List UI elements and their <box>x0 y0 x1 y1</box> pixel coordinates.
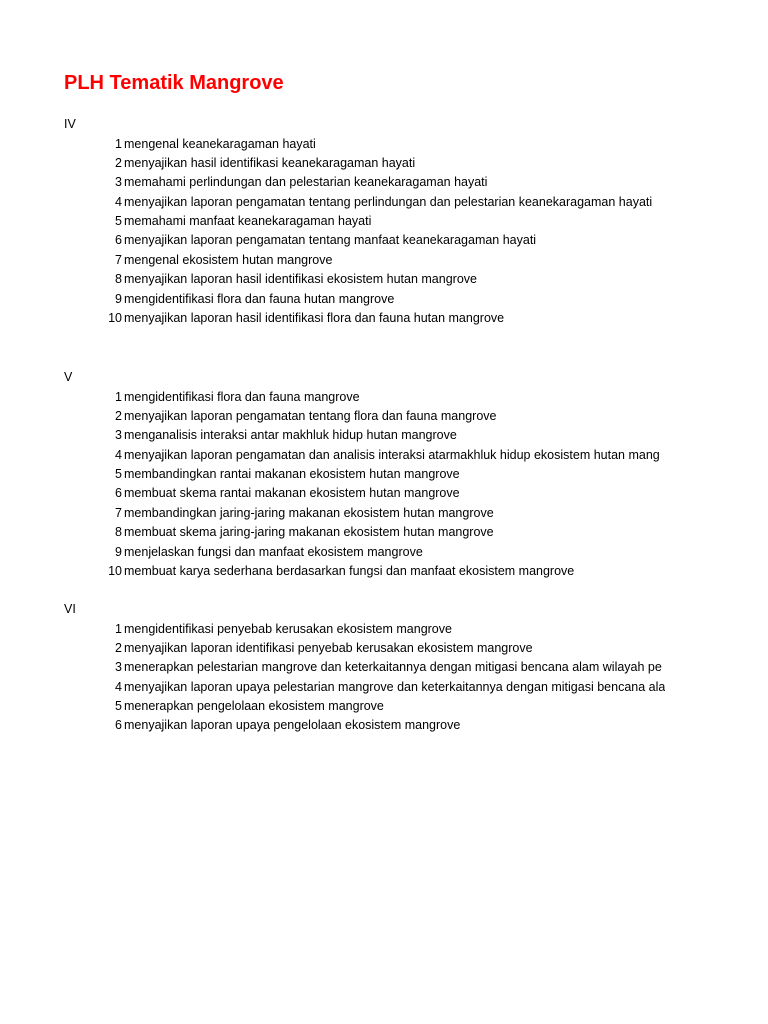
list-item <box>64 193 668 212</box>
item-number: 10 <box>108 311 122 326</box>
list-item <box>64 290 668 309</box>
item-text: menyajikan laporan pengamatan tentang manfaat keanekaragaman hayati <box>124 233 537 248</box>
item-number: 7 <box>115 252 122 267</box>
list-item <box>64 562 668 581</box>
list-item <box>64 270 668 289</box>
item-number: 5 <box>115 214 122 229</box>
item-text: mengidentifikasi flora dan fauna hutan mangrove <box>124 291 395 306</box>
item-text: menyajikan laporan pengamatan dan analisis interaksi atarmakhluk hidup ekosistem hutan mang <box>124 447 660 462</box>
item-text: memahami perlindungan dan pelestarian keanekaragaman hayati <box>124 175 488 190</box>
list-item <box>64 639 668 658</box>
item-number: 3 <box>115 175 122 190</box>
section-iv <box>64 115 668 328</box>
item-number: 1 <box>115 136 122 151</box>
item-number: 8 <box>115 525 122 540</box>
list-item <box>64 465 668 484</box>
list-item <box>64 658 668 677</box>
item-number: 1 <box>115 389 122 404</box>
item-text: membandingkan rantai makanan ekosistem hutan mangrove <box>124 467 460 482</box>
section-label: V <box>64 370 73 384</box>
list-item <box>64 426 668 445</box>
section-v <box>64 368 668 581</box>
list-item <box>64 309 668 328</box>
item-text: menganalisis interaksi antar makhluk hidup hutan mangrove <box>124 428 457 443</box>
item-text: membuat skema rantai makanan ekosistem hutan mangrove <box>124 486 460 501</box>
list-item <box>64 388 668 407</box>
item-text: menyajikan hasil identifikasi keanekaragaman hayati <box>124 155 416 170</box>
list-item <box>64 543 668 562</box>
item-text: menyajikan laporan pengamatan tentang perlindungan dan pelestarian keanekaragaman hayati <box>124 194 653 209</box>
section-vi <box>64 600 668 736</box>
section-label: VI <box>64 602 76 616</box>
item-text: menyajikan laporan upaya pengelolaan ekosistem mangrove <box>124 718 461 733</box>
item-number: 9 <box>115 291 122 306</box>
list-item <box>64 697 668 716</box>
item-text: membandingkan jaring-jaring makanan ekosistem hutan mangrove <box>124 505 494 520</box>
item-text: menyajikan laporan hasil identifikasi ekosistem hutan mangrove <box>124 272 477 287</box>
page-title: PLH Tematik Mangrove <box>64 72 284 94</box>
item-number: 1 <box>115 621 122 636</box>
item-text: mengenal ekosistem hutan mangrove <box>124 252 333 267</box>
item-number: 9 <box>115 544 122 559</box>
list-item <box>64 407 668 426</box>
item-text: mengidentifikasi flora dan fauna mangrove <box>124 389 360 404</box>
item-number: 3 <box>115 660 122 675</box>
list-item <box>64 523 668 542</box>
item-text: menyajikan laporan identifikasi penyebab kerusakan ekosistem mangrove <box>124 640 533 655</box>
list-item <box>64 716 668 735</box>
item-number: 2 <box>115 640 122 655</box>
list-item <box>64 620 668 639</box>
list-item <box>64 251 668 270</box>
item-number: 6 <box>115 486 122 501</box>
section-label: IV <box>64 117 76 131</box>
list-item <box>64 173 668 192</box>
list-item <box>64 212 668 231</box>
item-number: 4 <box>115 194 122 209</box>
item-number: 6 <box>115 718 122 733</box>
item-text: memahami manfaat keanekaragaman hayati <box>124 214 372 229</box>
item-number: 5 <box>115 699 122 714</box>
item-text: menyajikan laporan upaya pelestarian mangrove dan keterkaitannya dengan mitigasi bencana ala <box>124 679 666 694</box>
list-item <box>64 504 668 523</box>
item-number: 2 <box>115 155 122 170</box>
list-item <box>64 484 668 503</box>
list-item <box>64 446 668 465</box>
item-text: menyajikan laporan pengamatan tentang flora dan fauna mangrove <box>124 408 497 423</box>
item-number: 4 <box>115 447 122 462</box>
item-number: 2 <box>115 408 122 423</box>
item-number: 4 <box>115 679 122 694</box>
item-number: 5 <box>115 467 122 482</box>
list-item <box>64 678 668 697</box>
item-number: 8 <box>115 272 122 287</box>
item-number: 6 <box>115 233 122 248</box>
item-text: menerapkan pelestarian mangrove dan keterkaitannya dengan mitigasi bencana alam wilayah pe <box>124 660 662 675</box>
item-text: mengenal keanekaragaman hayati <box>124 136 316 151</box>
item-text: menjelaskan fungsi dan manfaat ekosistem mangrove <box>124 544 423 559</box>
item-number: 3 <box>115 428 122 443</box>
item-text: membuat skema jaring-jaring makanan ekosistem hutan mangrove <box>124 525 494 540</box>
item-text: menerapkan pengelolaan ekosistem mangrove <box>124 699 384 714</box>
item-number: 10 <box>108 564 122 579</box>
list-item <box>64 154 668 173</box>
item-text: menyajikan laporan hasil identifikasi flora dan fauna hutan mangrove <box>124 311 505 326</box>
item-number: 7 <box>115 505 122 520</box>
list-item <box>64 231 668 250</box>
item-text: membuat karya sederhana berdasarkan fungsi dan manfaat ekosistem mangrove <box>124 564 575 579</box>
list-item <box>64 135 668 154</box>
item-text: mengidentifikasi penyebab kerusakan ekosistem mangrove <box>124 621 452 636</box>
